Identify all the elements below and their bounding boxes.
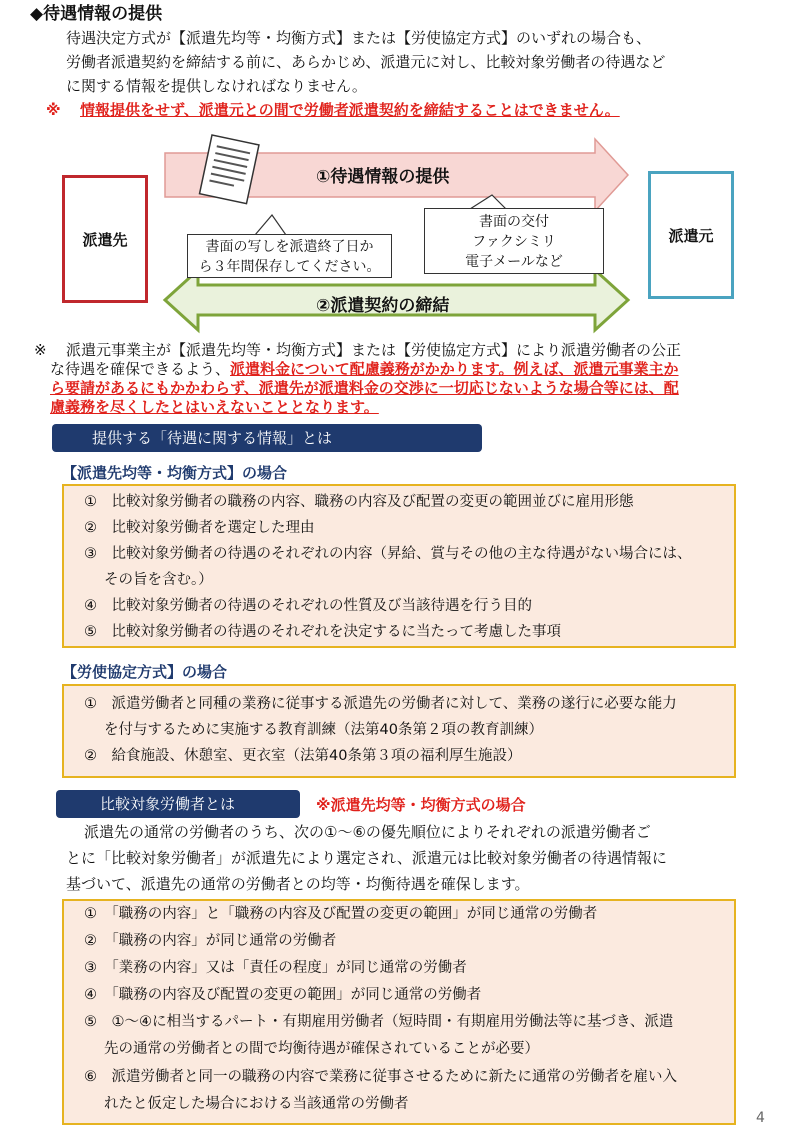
equal-item: ② 比較対象労働者を選定した理由 — [84, 520, 315, 536]
comparison-item: ⑤ ①～④に相当するパート・有期雇用労働者（短時間・有期雇用労働法等に基づき、派遣 — [84, 1014, 674, 1030]
comparison-item: ⑥ 派遣労働者と同一の職務の内容で業務に従事させるために新たに通常の労働者を雇い入 — [84, 1069, 677, 1085]
warning-mark: ※ — [46, 101, 61, 119]
comparison-label-bar: 比較対象労働者とは — [56, 790, 300, 818]
equal-method-box — [62, 484, 736, 648]
comparison-item: れたと仮定した場合における当該通常の労働者 — [104, 1096, 409, 1112]
section-title: ◆待遇情報の提供 — [30, 4, 163, 24]
warning-text: 情報提供をせず、派遣元との間で労働者派遣契約を締結することはできません。 — [80, 101, 620, 119]
comparison-para-2: とに「比較対象労働者」が派遣先により選定され、派遣元は比較対象労働者の待遇情報に — [66, 849, 667, 867]
intro-line-3: に関する情報を提供しなければなりません。 — [66, 77, 367, 95]
comparison-para-3: 基づいて、派遣先の通常の労働者との均等・均衡待遇を確保します。 — [66, 875, 530, 893]
labor-method-box — [62, 684, 736, 778]
info-label-bar: 提供する「待遇に関する情報」とは — [52, 424, 482, 452]
note-line-1: 派遣元事業主が【派遣先均等・均衡方式】または【労使協定方式】により派遣労働者の公正 — [66, 341, 682, 359]
comparison-item: ② 「職務の内容」が同じ通常の労働者 — [84, 933, 337, 949]
note-line-3: ら要請があるにもかかわらず、派遣先が派遣料金の交渉に一切応じないような場合等には、配 — [50, 379, 679, 397]
equal-item: ③ 比較対象労働者の待遇のそれぞれの内容（昇給、賞与その他の主な待遇がない場合には、 — [84, 546, 692, 562]
comparison-item: ④ 「職務の内容及び配置の変更の範囲」が同じ通常の労働者 — [84, 987, 482, 1003]
delivery-method: 書面の交付 — [479, 214, 549, 230]
comparison-item: ① 「職務の内容」と「職務の内容及び配置の変更の範囲」が同じ通常の労働者 — [84, 906, 598, 922]
note-line-2-red: 派遣料金について配慮義務がかかります。例えば、派遣元事業主か — [230, 360, 679, 378]
retention-callout — [187, 234, 392, 278]
left-party-box — [62, 175, 148, 303]
note-line-2-plain: な待遇を確保できるよう、 — [50, 360, 231, 378]
labor-method-title: 【労使協定方式】の場合 — [62, 663, 228, 681]
comparison-note: ※派遣先均等・均衡方式の場合 — [316, 796, 526, 814]
equal-item: ④ 比較対象労働者の待遇のそれぞれの性質及び当該待遇を行う目的 — [84, 598, 532, 614]
equal-item: その旨を含む。） — [104, 572, 213, 588]
intro-line-1: 待遇決定方式が【派遣先均等・均衡方式】または【労使協定方式】のいずれの場合も、 — [66, 29, 652, 47]
delivery-method: 電子メールなど — [465, 254, 563, 270]
equal-method-title: 【派遣先均等・均衡方式】の場合 — [62, 464, 288, 482]
info-arrow-label: ①待遇情報の提供 — [316, 167, 450, 187]
note-line-4: 慮義務を尽くしたとはいえないこととなります。 — [50, 398, 379, 416]
note-mark: ※ — [34, 341, 47, 359]
comparison-item: 先の通常の労働者との間で均衡待遇が確保されていることが必要） — [104, 1041, 539, 1057]
labor-item: を付与するために実施する教育訓練（法第40条第２項の教育訓練） — [104, 722, 543, 738]
contract-arrow-label: ②派遣契約の締結 — [316, 296, 450, 316]
comparison-para-1: 派遣先の通常の労働者のうち、次の①～⑥の優先順位によりそれぞれの派遣労働者ご — [84, 823, 651, 841]
delivery-method: ファクシミリ — [472, 234, 556, 250]
comparison-box — [62, 899, 736, 1125]
right-party-label: 派遣元 — [668, 226, 714, 245]
delivery-callout — [424, 208, 604, 274]
labor-item: ② 給食施設、休憩室、更衣室（法第40条第３項の福利厚生施設） — [84, 748, 522, 764]
right-party-box — [648, 171, 734, 299]
retention-callout-line: 書面の写しを派遣終了日か — [205, 239, 374, 255]
page-number: 4 — [756, 1110, 765, 1126]
equal-item: ① 比較対象労働者の職務の内容、職務の内容及び配置の変更の範囲並びに雇用形態 — [84, 494, 634, 510]
retention-callout-line: ら３年間保存してください。 — [198, 259, 381, 275]
note-line-2 — [50, 359, 679, 379]
left-party-label: 派遣先 — [82, 230, 128, 249]
intro-line-2: 労働者派遣契約を締結する前に、あらかじめ、派遣元に対し、比較対象労働者の待遇など — [66, 53, 666, 71]
comparison-item: ③ 「業務の内容」又は「責任の程度」が同じ通常の労働者 — [84, 960, 467, 976]
equal-item: ⑤ 比較対象労働者の待遇のそれぞれを決定するに当たって考慮した事項 — [84, 624, 561, 640]
labor-item: ① 派遣労働者と同種の業務に従事する派遣先の労働者に対して、業務の遂行に必要な能力 — [84, 696, 677, 712]
